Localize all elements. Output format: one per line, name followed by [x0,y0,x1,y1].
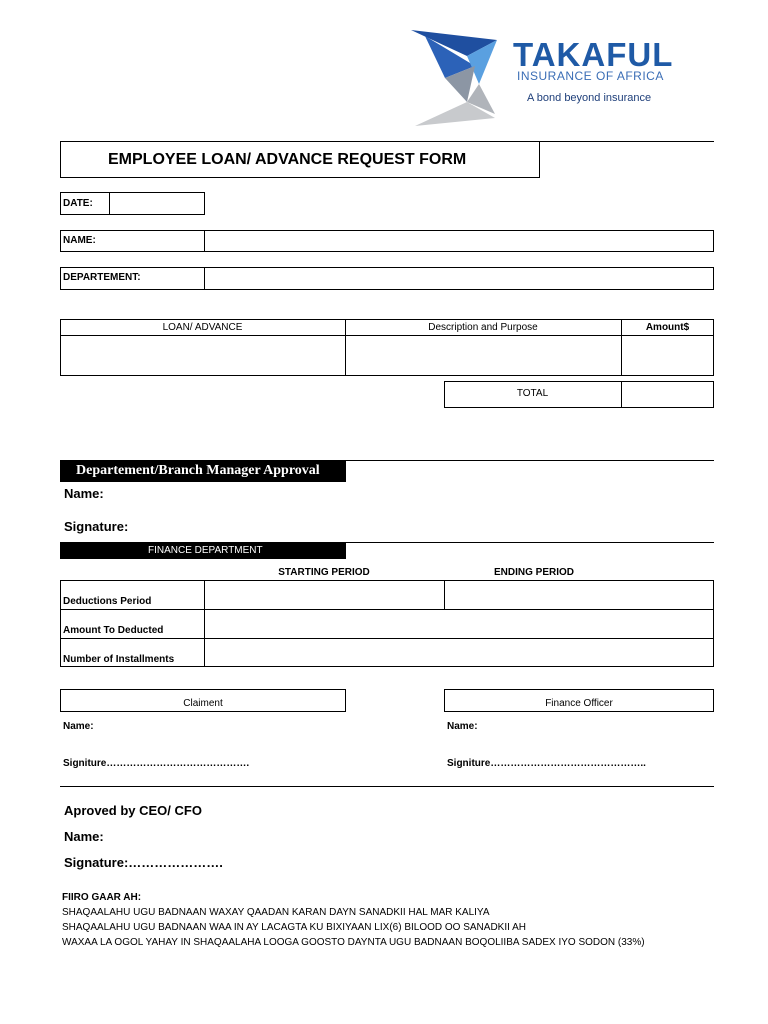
total-field[interactable] [622,382,713,407]
logo-tagline: A bond beyond insurance [527,92,652,104]
finance-row-label: Number of Installments [63,654,175,665]
form-title: EMPLOYEE LOAN/ ADVANCE REQUEST FORM [108,151,467,168]
logo-subtitle: INSURANCE OF AFRICA [517,69,664,83]
amount-deducted-field[interactable] [205,610,713,638]
officer-name-label: Name: [447,721,478,732]
finance-officer-box [444,689,714,712]
installments-field[interactable] [205,639,713,666]
finance-header-bar [60,542,346,559]
ceo-signature-label: Signature:…………………. [64,855,223,870]
logo-mark-icon [405,26,505,132]
approval-signature-label: Signature: [64,519,129,534]
company-logo [405,26,715,134]
logo-brand: TAKAFUL [513,36,674,73]
loan-amount-field[interactable] [622,336,713,375]
loan-advance-field[interactable] [61,336,345,375]
loan-header-description: Description and Purpose [428,322,538,333]
ceo-approved-by: Aproved by CEO/ CFO [64,803,202,818]
title-rule [538,141,714,142]
claimant-name-label: Name: [63,721,94,732]
approval-header: Departement/Branch Manager Approval [76,463,320,478]
name-field[interactable] [205,231,713,251]
loan-header-amount: Amount$ [645,322,690,333]
notes-heading: FIIRO GAAR AH: [62,892,142,903]
officer-signature-line: Signiture……………………………………….. [447,758,646,769]
loan-header-loan: LOAN/ ADVANCE [162,322,243,333]
form-title-box [60,141,540,178]
approval-name-label: Name: [64,486,104,501]
note-line: WAXAA LA OGOL YAHAY IN SHAQAALAHA LOOGA GOOSTO DAYNTA UGU BADNAAN BOQOLIIBA SADEX IYO SODON (33%) [62,937,645,948]
deduction-start-field[interactable] [205,581,444,609]
claimant-signature-line: Signiture……………………………………. [63,758,250,769]
name-label: NAME: [63,235,96,246]
date-field[interactable] [110,193,204,214]
ending-period-label: ENDING PERIOD [493,567,574,578]
note-line: SHAQAALAHU UGU BADNAAN WAA IN AY LACAGTA KU BIXIYAAN LIX(6) BILOOD OO SANADKII AH [62,922,527,933]
claimant-label: Claiment [183,698,223,709]
finance-header: FINANCE DEPARTMENT [148,545,263,556]
note-line: SHAQAALAHU UGU BADNAAN WAXAY QAADAN KARAN DAYN SANADKII HAL MAR KALIYA [62,907,490,918]
deduction-end-field[interactable] [445,581,713,609]
loan-description-field[interactable] [346,336,621,375]
department-field[interactable] [205,268,713,289]
total-label: TOTAL [516,388,549,399]
finance-officer-label: Finance Officer [545,698,613,709]
finance-row-label: Deductions Period [63,596,152,607]
starting-period-label: STARTING PERIOD [278,567,370,578]
finance-row-label: Amount To Deducted [63,625,164,636]
date-label: DATE: [63,198,93,209]
claimant-box [60,689,346,712]
ceo-divider [60,786,714,787]
approval-header-bar [60,460,346,482]
ceo-name-label: Name: [64,829,104,844]
department-label: DEPARTEMENT: [63,272,141,283]
